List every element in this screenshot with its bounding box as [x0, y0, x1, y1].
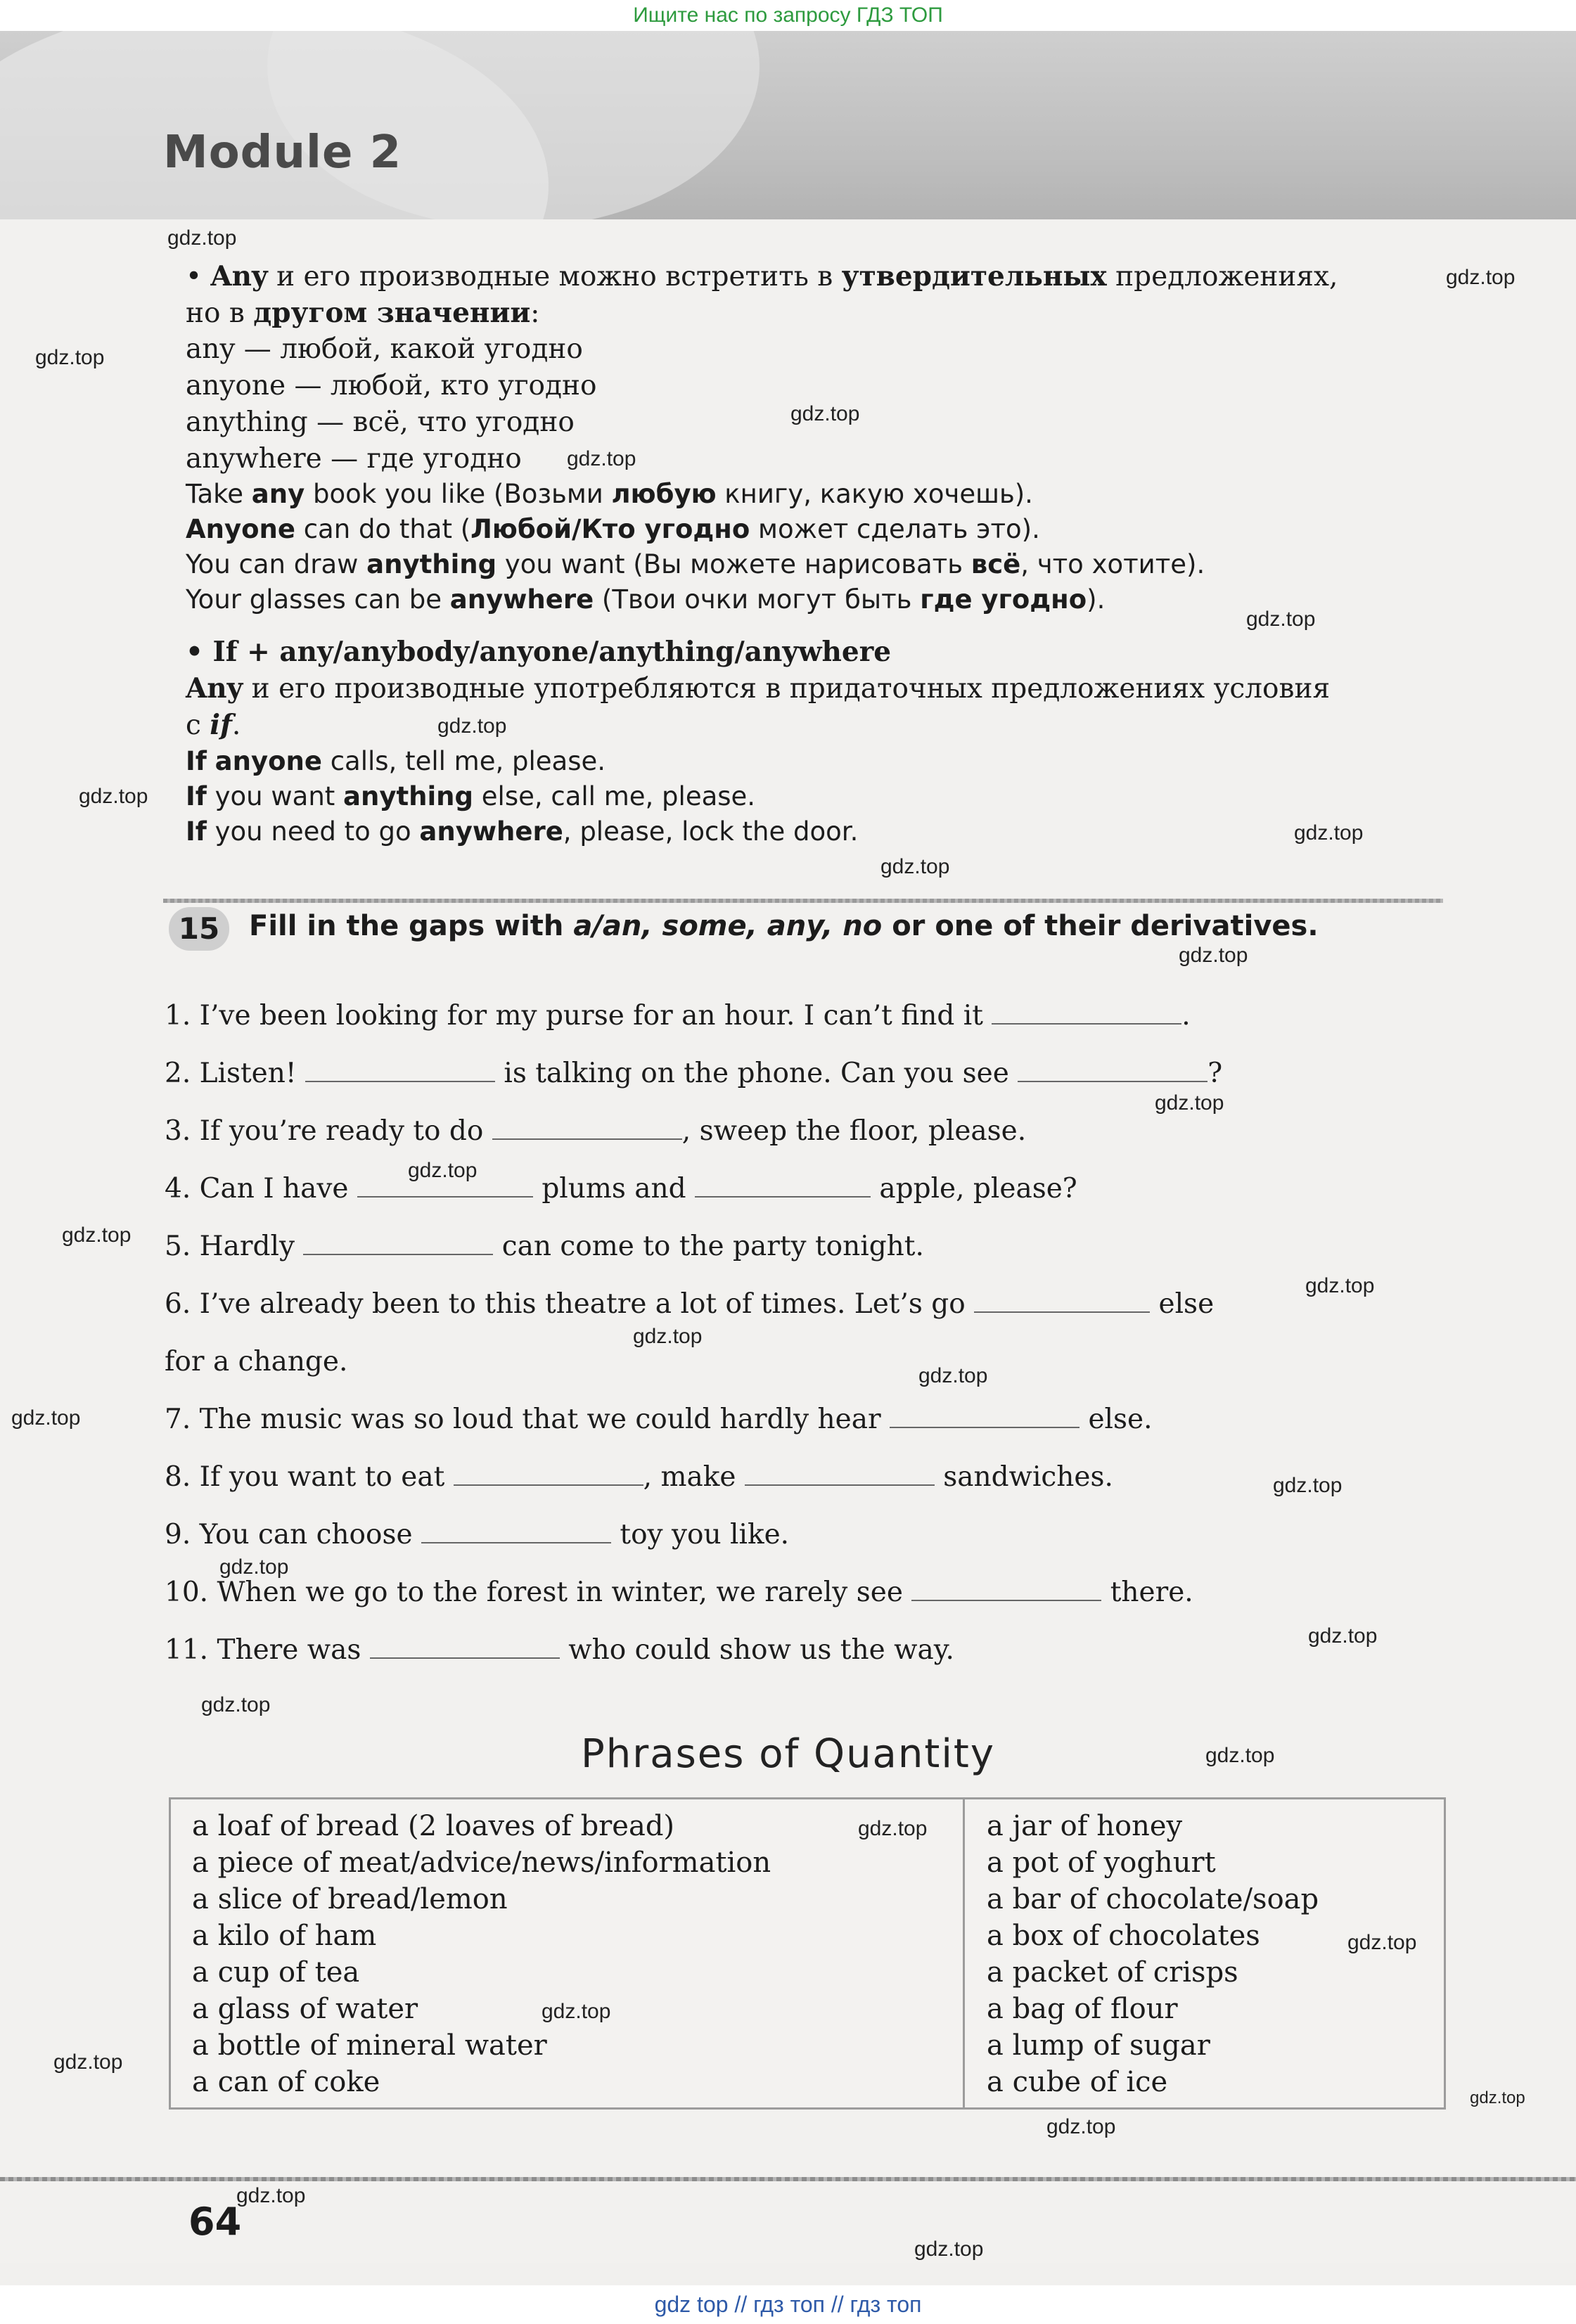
- item-number: 10.: [165, 1577, 209, 1608]
- watermark: gdz.top: [1470, 2088, 1525, 2107]
- footer-rule: [0, 2177, 1576, 2181]
- keyword: Anyone: [186, 514, 295, 544]
- text: There was: [217, 1634, 370, 1666]
- watermark: gdz.top: [914, 2238, 984, 2261]
- answer-gap[interactable]: [974, 1290, 1150, 1313]
- text: ?: [1207, 1058, 1223, 1089]
- keyword: всё: [970, 549, 1021, 579]
- item-number: 11.: [165, 1634, 209, 1666]
- keyword: любую: [611, 479, 717, 509]
- rule2-line2: [186, 707, 241, 743]
- text: you want: [206, 781, 344, 811]
- example-line: [186, 547, 1205, 582]
- phrase-right: a lump of sugar: [987, 2029, 1210, 2062]
- text: book you like (Возьми: [305, 479, 612, 509]
- answer-gap[interactable]: [890, 1406, 1080, 1428]
- watermark: gdz.top: [1246, 608, 1316, 631]
- exercise-item-8: [165, 1460, 1113, 1495]
- watermark: gdz.top: [1046, 2115, 1116, 2138]
- exercise-item-10: [165, 1575, 1193, 1610]
- text: When we go to the forest in winter, we rarely see: [217, 1577, 912, 1608]
- example-line: [186, 512, 1040, 547]
- item-number: 5.: [165, 1231, 191, 1262]
- text: Listen!: [199, 1058, 305, 1089]
- text: toy you like.: [611, 1519, 790, 1551]
- answer-gap[interactable]: [745, 1463, 935, 1486]
- item-number: 7.: [165, 1404, 191, 1435]
- answer-gap[interactable]: [492, 1117, 682, 1140]
- phrase-left: a glass of water: [192, 1993, 418, 2025]
- watermark: gdz.top: [53, 2050, 123, 2074]
- answer-gap[interactable]: [1018, 1060, 1207, 1082]
- phrase-right: a bar of chocolate/soap: [987, 1883, 1319, 1915]
- text: who could show us the way.: [559, 1634, 954, 1666]
- exercise-item-2: [165, 1056, 1222, 1091]
- answer-gap[interactable]: [370, 1636, 560, 1659]
- watermark: gdz.top: [79, 785, 148, 808]
- watermark: gdz.top: [35, 346, 105, 369]
- text: , что хотите).: [1020, 549, 1205, 579]
- text: , sweep the floor, please.: [681, 1115, 1027, 1147]
- example-line: [186, 582, 1105, 617]
- watermark: gdz.top: [1205, 1744, 1275, 1767]
- answer-gap[interactable]: [303, 1233, 493, 1255]
- exercise-number-badge: 15: [169, 907, 229, 951]
- text: .: [231, 710, 241, 741]
- text: :: [530, 297, 540, 329]
- example-line: [186, 744, 606, 779]
- text: plums and: [532, 1173, 695, 1205]
- example-line: [186, 779, 755, 814]
- phrase-right: a bag of flour: [987, 1993, 1178, 2025]
- watermark: gdz.top: [236, 2184, 306, 2207]
- text: (Твои очки могут быть: [594, 584, 921, 615]
- text: с: [186, 710, 210, 741]
- watermark: gdz.top: [11, 1406, 81, 1430]
- section-divider: [163, 899, 1443, 903]
- keyword: If: [186, 781, 207, 811]
- exercise-item-1: [165, 999, 1191, 1034]
- exercise-item-11: [165, 1633, 954, 1668]
- rule1-line1: [186, 259, 1338, 295]
- page-number: 64: [188, 2200, 242, 2244]
- text: you need to go: [206, 816, 420, 847]
- watermark: gdz.top: [1305, 1274, 1375, 1297]
- text: Fill in the gaps with: [249, 910, 574, 942]
- keyword: anything: [366, 549, 497, 579]
- item-number: 2.: [165, 1058, 191, 1089]
- text: else.: [1080, 1404, 1153, 1435]
- text: else: [1150, 1288, 1215, 1320]
- exercise-item-6: [165, 1287, 1214, 1322]
- watermark: gdz.top: [62, 1224, 132, 1247]
- watermark: gdz.top: [167, 226, 237, 250]
- phrase-left: a slice of bread/lemon: [192, 1883, 508, 1915]
- phrase-left: a can of coke: [192, 2066, 380, 2098]
- keyword: утвердительных: [841, 260, 1107, 293]
- watermark: gdz.top: [201, 1693, 271, 1716]
- text: но в: [186, 297, 254, 329]
- keyword: any: [251, 479, 305, 509]
- rule2-line1: [186, 671, 1330, 707]
- watermark: gdz.top: [633, 1325, 703, 1348]
- phrase-right: a jar of honey: [987, 1810, 1183, 1842]
- phrase-left: a bottle of mineral water: [192, 2029, 547, 2062]
- definition-anything: anything — всё, что угодно: [186, 406, 575, 438]
- top-banner: Ищите нас по запросу ГДЗ ТОП: [0, 0, 1576, 31]
- watermark: gdz.top: [1446, 266, 1516, 289]
- text: Can I have: [199, 1173, 357, 1205]
- keyword: Любой/Кто угодно: [470, 514, 750, 544]
- phrase-left: a cup of tea: [192, 1956, 360, 1989]
- text: You can choose: [199, 1519, 421, 1551]
- definition-anyone: anyone — любой, кто угодно: [186, 370, 597, 402]
- definition-any: any — любой, какой угодно: [186, 333, 583, 365]
- item-number: 6.: [165, 1288, 191, 1320]
- phrase-right: a pot of yoghurt: [987, 1847, 1216, 1879]
- text: книгу, какую хочешь).: [716, 479, 1033, 509]
- item-number: 1.: [165, 1000, 191, 1032]
- answer-gap[interactable]: [992, 1002, 1181, 1025]
- text: The music was so loud that we could hardly hear: [199, 1404, 890, 1435]
- answer-gap[interactable]: [911, 1579, 1101, 1601]
- watermark: gdz.top: [1294, 821, 1364, 845]
- text: is talking on the phone. Can you see: [494, 1058, 1018, 1089]
- keyword: If: [186, 746, 207, 776]
- example-line: [186, 814, 858, 849]
- text: calls, tell me, please.: [321, 746, 606, 776]
- watermark: gdz.top: [437, 714, 507, 738]
- watermark: gdz.top: [408, 1159, 478, 1182]
- module-title: Module 2: [163, 127, 402, 179]
- exercise-item-3: [165, 1114, 1026, 1149]
- text: can come to the party tonight.: [493, 1231, 924, 1262]
- watermark: gdz.top: [542, 2000, 611, 2023]
- text: [207, 746, 215, 776]
- exercise-item-7: [165, 1402, 1153, 1437]
- phrase-left: a kilo of ham: [192, 1920, 377, 1952]
- text: can do that (: [295, 514, 471, 544]
- bottom-banner: gdz top // гдз топ // гдз топ: [0, 2285, 1576, 2324]
- text: , make: [643, 1461, 745, 1493]
- table-column-divider: [963, 1799, 965, 2107]
- text: If you want to eat: [199, 1461, 454, 1493]
- text: you want (Вы можете нарисовать: [496, 549, 971, 579]
- bullet: •: [186, 636, 203, 668]
- phrases-title: Phrases of Quantity: [581, 1731, 995, 1777]
- definition-anywhere: anywhere — где угодно: [186, 443, 522, 475]
- item-number: 4.: [165, 1173, 191, 1205]
- item-number: 9.: [165, 1519, 191, 1551]
- watermark: gdz.top: [858, 1817, 928, 1840]
- text: и его производные употребляются в придаточных предложениях условия: [243, 673, 1331, 705]
- keyword: anywhere: [419, 816, 563, 847]
- watermark: gdz.top: [1273, 1474, 1343, 1497]
- text: , please, lock the door.: [563, 816, 859, 847]
- answer-gap[interactable]: [695, 1175, 871, 1198]
- phrase-right: a packet of crisps: [987, 1956, 1238, 1989]
- text: предложениях,: [1106, 261, 1338, 293]
- watermark: gdz.top: [790, 402, 860, 425]
- text: You can draw: [186, 549, 367, 579]
- text: может сделать это).: [750, 514, 1040, 544]
- keyword: Any: [186, 672, 243, 705]
- exercise-item-5: [165, 1229, 924, 1264]
- text: Hardly: [199, 1231, 304, 1262]
- exercise-item-4: [165, 1171, 1077, 1207]
- text: I’ve already been to this theatre a lot of times. Let’s go: [199, 1288, 975, 1320]
- watermark: gdz.top: [1347, 1931, 1417, 1954]
- text: .: [1181, 1000, 1191, 1032]
- keyword: другом значении: [253, 297, 531, 329]
- example-line: [186, 477, 1033, 512]
- text: Take: [186, 479, 252, 509]
- bullet: •: [186, 261, 203, 293]
- phrases-table: [169, 1797, 1446, 2110]
- answer-gap[interactable]: [454, 1463, 643, 1486]
- text: there.: [1101, 1577, 1193, 1608]
- watermark: gdz.top: [1179, 944, 1248, 967]
- answer-gap[interactable]: [305, 1060, 495, 1082]
- keyword: anyone: [214, 746, 322, 776]
- exercise-instruction: [249, 910, 1319, 942]
- answer-gap[interactable]: [421, 1521, 611, 1543]
- text: I’ve been looking for my purse for an hour. I can’t find it: [199, 1000, 992, 1032]
- phrase-right: a box of chocolates: [987, 1920, 1260, 1952]
- keyword: где угодно: [920, 584, 1087, 615]
- text: apple, please?: [871, 1173, 1077, 1205]
- phrase-right: a cube of ice: [987, 2066, 1168, 2098]
- watermark: gdz.top: [567, 447, 636, 470]
- exercise-item-9: [165, 1517, 789, 1553]
- keyword: If: [186, 816, 207, 847]
- text: Your glasses can be: [186, 584, 450, 615]
- phrase-left: a piece of meat/advice/news/information: [192, 1847, 771, 1879]
- keyword: a/an, some, any, no: [573, 910, 883, 942]
- keyword: anything: [343, 781, 474, 811]
- rule1-line2: [186, 295, 539, 331]
- rule2-heading: [186, 634, 891, 669]
- watermark: gdz.top: [219, 1555, 289, 1579]
- keyword: anywhere: [449, 584, 594, 615]
- text: ).: [1087, 584, 1106, 615]
- watermark: gdz.top: [1308, 1624, 1378, 1648]
- watermark: gdz.top: [918, 1364, 988, 1387]
- rule-heading: If + any/anybody/anyone/anything/anywhere: [212, 636, 892, 668]
- keyword: Any: [210, 260, 268, 293]
- module-header-band: [0, 31, 1576, 219]
- text: sandwiches.: [934, 1461, 1113, 1493]
- text: If you’re ready to do: [199, 1115, 492, 1147]
- item-number: 3.: [165, 1115, 191, 1147]
- watermark: gdz.top: [880, 855, 950, 878]
- text: or one of their derivatives.: [882, 910, 1319, 942]
- text: else, call me, please.: [473, 781, 756, 811]
- keyword: if: [210, 709, 232, 741]
- exercise-item-6-continuation: for a change.: [165, 1346, 348, 1378]
- phrase-left: a loaf of bread (2 loaves of bread): [192, 1810, 675, 1842]
- text: и его производные можно встретить в: [267, 261, 842, 293]
- watermark: gdz.top: [1155, 1091, 1224, 1115]
- item-number: 8.: [165, 1461, 191, 1493]
